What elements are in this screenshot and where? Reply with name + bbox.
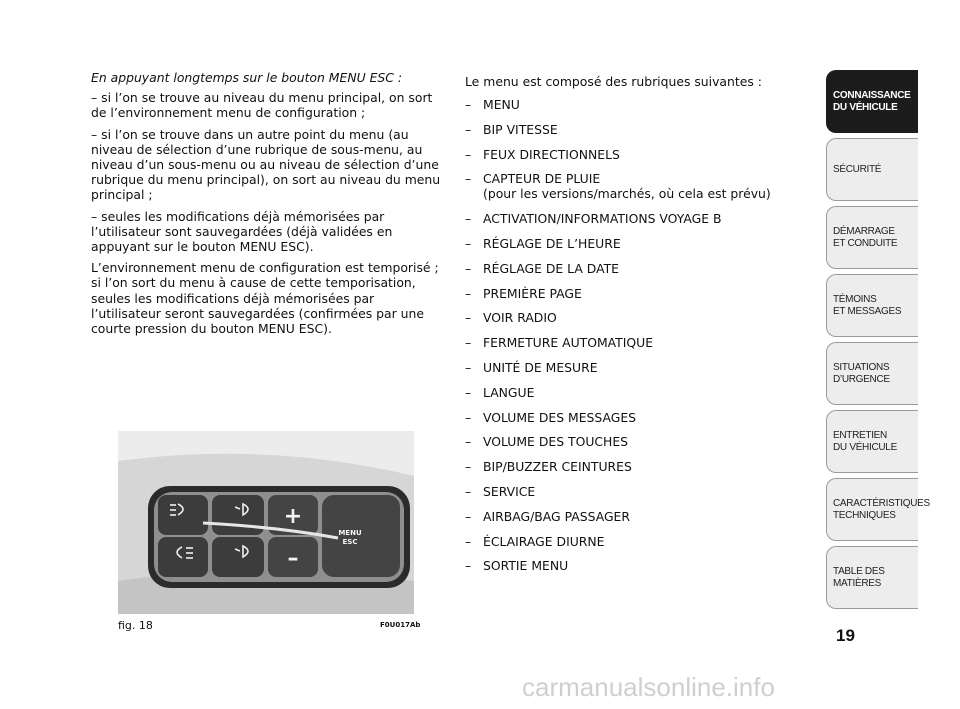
tab-label: SITUATIONS D’URGENCE	[833, 361, 890, 385]
watermark: carmanualsonline.info	[522, 672, 775, 702]
list-dash: –	[465, 235, 472, 251]
list-dash: –	[465, 285, 472, 301]
list-dash: –	[465, 211, 472, 227]
list-dash: –	[465, 359, 472, 375]
menu-item	[465, 171, 795, 201]
menu-item-label: FEUX DIRECTIONNELS	[483, 146, 620, 162]
tab-section-3[interactable]	[826, 206, 918, 269]
menu-item-label: PREMIÈRE PAGE	[483, 285, 582, 301]
menu-label: MENU	[338, 529, 362, 537]
menu-item	[465, 509, 795, 524]
menu-item-label: SERVICE	[483, 483, 536, 499]
tab-label: CONNAISSANCE DU VÉHICULE	[833, 89, 911, 113]
paragraph-4: L’environnement menu de configuration est temporisé ; si l’on sort du menu à cause de cette temporisation, seules les modifications déjà mémorisées par l’utilisateur seront sauvegardées (confirmées par une courte pression du bouton MENU ESC).	[91, 260, 439, 337]
tab-label: TÉMOINS ET MESSAGES	[833, 293, 902, 317]
tab-section-2[interactable]	[826, 138, 918, 201]
menu-item-label: ACTIVATION/INFORMATIONS VOYAGE B	[483, 211, 722, 227]
menu-item	[465, 211, 795, 226]
list-dash: –	[465, 558, 472, 574]
figure-code: F0U017Ab	[380, 621, 421, 629]
list-dash: –	[465, 97, 472, 112]
left-column	[91, 70, 445, 342]
menu-intro: Le menu est composé des rubriques suivantes :	[465, 74, 762, 89]
menu-item	[465, 534, 795, 549]
list-dash: –	[465, 310, 472, 326]
list-dash: –	[465, 171, 472, 187]
menu-item	[465, 286, 795, 301]
menu-item-label: UNITÉ DE MESURE	[483, 359, 598, 375]
menu-item-label: ÉCLAIRAGE DIURNE	[483, 533, 605, 549]
tab-label: ENTRETIEN DU VÉHICULE	[833, 429, 897, 453]
tab-section-1[interactable]	[826, 70, 918, 133]
menu-item-label: BIP/BUZZER CEINTURES	[483, 459, 632, 475]
list-dash: –	[465, 260, 472, 276]
paragraph-3: – seules les modifications déjà mémorisées par l’utilisateur sont sauvegardées (déjà validées en appuyant sur le bouton MENU ESC).	[91, 208, 393, 255]
list-dash: –	[465, 121, 472, 137]
right-column	[465, 74, 795, 583]
tab-label: SÉCURITÉ	[833, 163, 882, 175]
menu-item	[465, 97, 795, 112]
list-dash: –	[465, 533, 472, 549]
figure-18-image	[118, 431, 414, 614]
list-dash: –	[465, 483, 472, 499]
menu-item	[465, 360, 795, 375]
menu-item	[465, 410, 795, 425]
menu-item-label: FERMETURE AUTOMATIQUE	[483, 335, 654, 351]
esc-label: ESC	[342, 538, 358, 546]
menu-item-label: VOLUME DES MESSAGES	[483, 409, 637, 425]
minus-symbol: –	[287, 546, 299, 571]
list-dash: –	[465, 409, 472, 425]
menu-item	[465, 335, 795, 350]
menu-item	[465, 385, 795, 400]
tab-section-7[interactable]	[826, 478, 930, 541]
menu-item-label: RÉGLAGE DE LA DATE	[483, 260, 619, 276]
menu-items-list	[465, 97, 795, 573]
menu-item-note: (pour les versions/marchés, où cela est prévu)	[483, 186, 771, 202]
menu-item	[465, 236, 795, 251]
tab-section-5[interactable]	[826, 342, 918, 405]
list-dash: –	[465, 335, 472, 351]
menu-item-label: VOLUME DES TOUCHES	[483, 434, 629, 450]
menu-item-label: BIP VITESSE	[483, 121, 558, 137]
paragraph-1: – si l’on se trouve au niveau du menu principal, on sort de l’environnement menu de configuration ;	[91, 90, 433, 121]
section-tabs	[826, 70, 930, 614]
tab-label: TABLE DES MATIÈRES	[833, 565, 885, 589]
tab-section-8[interactable]	[826, 546, 918, 609]
menu-item	[465, 434, 795, 449]
tab-section-6[interactable]	[826, 410, 918, 473]
menu-item-label: AIRBAG/BAG PASSAGER	[483, 508, 630, 524]
figure-caption: fig. 18	[118, 619, 153, 632]
menu-item-label: VOIR RADIO	[483, 310, 557, 326]
menu-item-label: RÉGLAGE DE L’HEURE	[483, 235, 621, 251]
list-dash: –	[465, 384, 472, 400]
menu-item-label: MENU	[483, 97, 520, 112]
menu-item	[465, 484, 795, 499]
list-dash: –	[465, 434, 472, 450]
menu-item-label: SORTIE MENU	[483, 558, 569, 574]
list-dash: –	[465, 508, 472, 524]
menu-item	[465, 147, 795, 162]
page-number: 19	[836, 626, 855, 645]
tab-label: CARACTÉRISTIQUES TECHNIQUES	[833, 497, 930, 521]
menu-item	[465, 459, 795, 474]
paragraph-2: – si l’on se trouve dans un autre point du menu (au niveau de sélection d’une rubrique de sous-menu, au niveau d’un sous-menu ou au niveau de sélection d’une rubrique du menu principal), on sort au niveau du menu principal ;	[91, 126, 441, 203]
plus-symbol: +	[283, 504, 303, 529]
menu-item	[465, 310, 795, 325]
menu-item	[465, 122, 795, 137]
list-dash: –	[465, 459, 472, 475]
tab-section-4[interactable]	[826, 274, 918, 337]
menu-item	[465, 261, 795, 276]
list-dash: –	[465, 146, 472, 162]
menu-item-label: CAPTEUR DE PLUIE	[483, 171, 601, 187]
menu-item	[465, 558, 795, 573]
tab-label: DÉMARRAGE ET CONDUITE	[833, 225, 898, 249]
menu-item-label: LANGUE	[483, 384, 535, 400]
lead-paragraph: En appuyant longtemps sur le bouton MENU ESC :	[91, 70, 403, 85]
